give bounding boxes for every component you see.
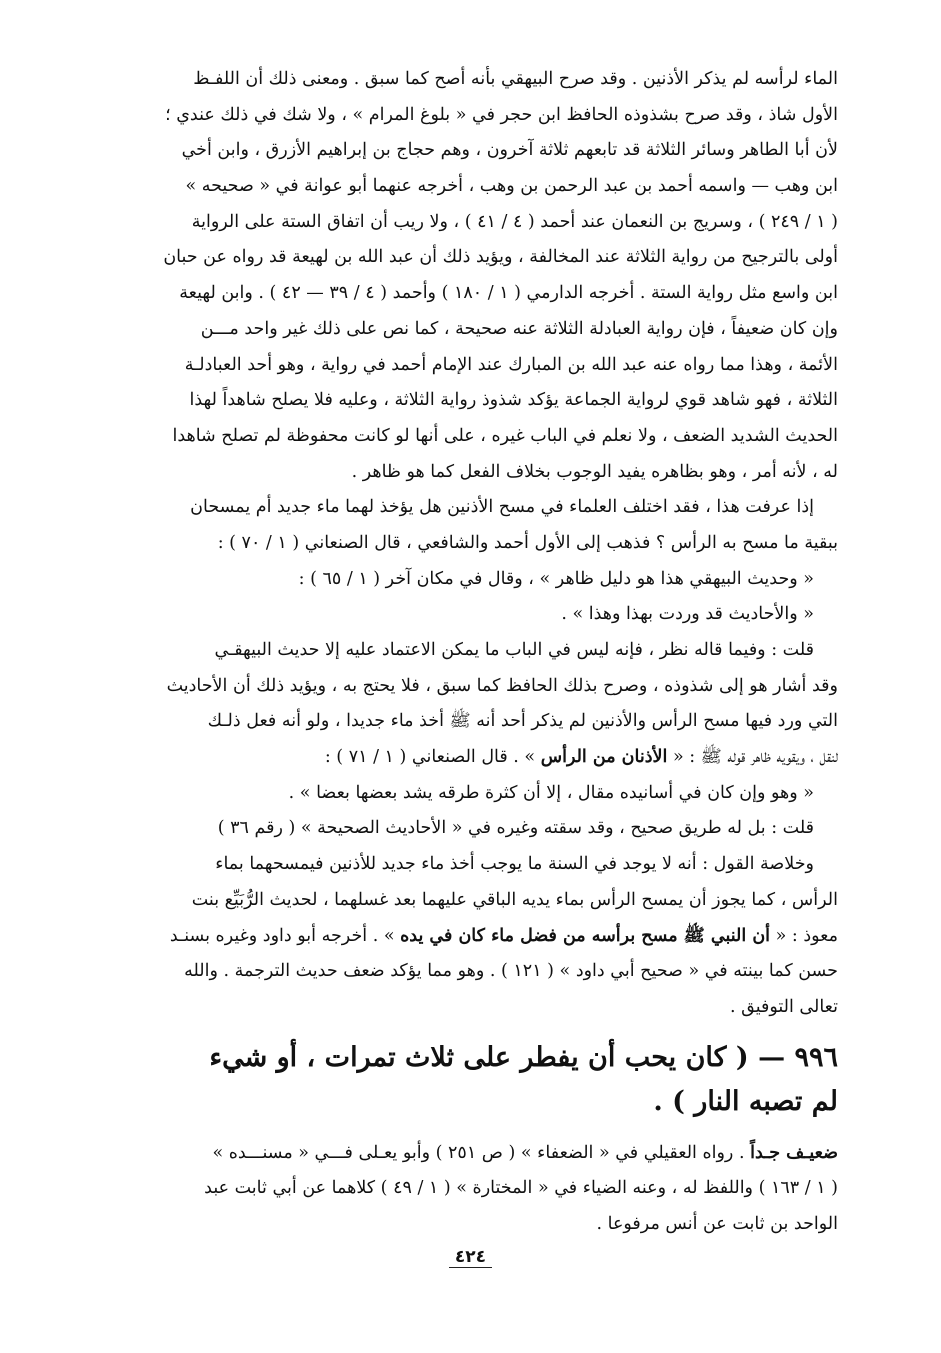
text-line: ( ١ / ١٦٣ ) واللفظ له ، وعنه الضياء في « المختارة » ( ١ / ٤٩ ) كلاهما عن أبي ثابت عبد: [204, 1178, 838, 1199]
heading-line: لم تصبه النار ) .: [653, 1085, 838, 1117]
heading-line: ٩٩٦ — ( كان يحب أن يفطر على ثلاث تمرات ، أو شيء: [209, 1041, 838, 1073]
text-fragment: لنقل ، ويقويه ظاهر قوله ﷺ : «: [667, 747, 838, 768]
text-fragment: » . قال الصنعاني ( ١ / ٧١ ) :: [324, 747, 541, 768]
text-line: التي ورد فيها مسح الرأس والأذنين لم يذكر أحد أنه ﷺ أخذ ماء جديدا ، ولو أنه فعل ذلـك: [207, 711, 838, 732]
text-line: إذا عرفت هذا ، فقد اختلف العلماء في مسح الأذنين هل يؤخذ لهما ماء جديد أم يمسحان: [190, 497, 814, 518]
paragraph-4: [78, 811, 838, 1025]
text-line: ابن وهب — واسمه أحمد بن عبد الرحمن بن وهب ، أخرجه عنهما أبو عوانة في « صحيحه »: [185, 176, 838, 197]
text-line: [78, 740, 838, 776]
text-line: الواحد بن ثابت عن أنس مرفوعا .: [596, 1213, 838, 1234]
text-line: وإن كان ضعيفاً ، فإن رواية العبادلة الثلاثة عنه صحيحة ، كما نص على ذلك غير واحد مـــن: [200, 318, 838, 339]
text-line: ( ١ / ٢٤٩ ) ، وسريج بن النعمان عند أحمد ( ٤ / ٤١ ) ، ولا ريب أن اتفاق الستة على الرواية: [191, 211, 838, 232]
text-line: [78, 919, 838, 955]
quote-line: « والأحاديث قد وردت بهذا وهذا » .: [561, 604, 814, 625]
paragraph-1: [78, 62, 838, 490]
text-fragment: معوذ : «: [770, 925, 838, 946]
text-line: وخلاصة القول : أنه لا يوجد في السنة ما يوجب أخذ ماء جديد للأذنين فيمسحهما بماء: [215, 854, 814, 875]
page-number-text: ٤٢٤: [449, 1247, 492, 1268]
text-line: قلت : وفيما قاله نظر ، فإنه ليس في الباب ما يمكن الاعتماد عليه إلا حديث البيهقـي: [214, 640, 814, 660]
text-line: قلت : بل له طريق صحيح ، وقد سقته وغيره في « الأحاديث الصحيحة » ( رقم ٣٦ ): [217, 818, 814, 839]
page-body: [78, 62, 838, 1243]
text-line: أولى بالترجيح من رواية الثلاثة عند المخالفة ، ويؤيد ذلك أن عبد الله بن لهيعة قد رواه عن حبان: [163, 247, 838, 268]
text-line: ابن واسع مثل رواية الستة . أخرجه الدارمي ( ١ / ١٨٠ ) وأحمد ( ٤ / ٣٩ — ٤٢ ) . وابن لهيعة: [179, 283, 838, 304]
text-line: الأول شاذ ، وقد صرح بشذوذه الحافظ ابن حجر في « بلوغ المرام » ، ولا شك في ذلك عندي ؛: [165, 104, 838, 125]
text-line: تعالى التوفيق .: [729, 996, 838, 1017]
text-line: لأن أبا الطاهر وسائر الثلاثة قد تابعهم ثلاثة آخرون ، وهم حجاج بن إبراهيم الأزرق ، وابن أخي: [181, 140, 838, 161]
text-line: له ، لأنه أمر ، وهو بظاهره يفيد الوجوب بخلاف الفعل كما هو ظاهر .: [351, 461, 838, 482]
hadith-heading: [78, 1036, 838, 1124]
text-line: الثلاثة ، فهو شاهد قوي لرواية الجماعة يؤكد شذوذ رواية الثلاثة ، وعليه فلا يصلح شاهداً لهذا: [189, 390, 838, 411]
page-number: [0, 1247, 941, 1268]
text-line: وقد أشار هو إلى شذوذه ، وصرح بذلك الحافظ كما سبق ، فلا يحتج به ، ويؤيد ذلك أن الأحاديث: [166, 675, 838, 696]
paragraph-2: [78, 490, 838, 633]
text-fragment: » . أخرجه أبو داود وغيره بسنـد: [169, 925, 401, 946]
text-line: الرأس ، كما يجوز أن يمسح الرأس بماء يديه الباقي عليهما بعد غسلهما ، لحديث الرُّبَيِّع بنت: [191, 889, 838, 910]
text-line: الحديث الشديد الضعف ، ولا نعلم في الباب غيره ، على أنها لو كانت محفوظة لم تصلح شاهدا: [172, 425, 838, 446]
quote-line: « وحديث البيهقي هذا هو دليل ظاهر » ، وقال في مكان آخر ( ١ / ٦٥ ) :: [298, 568, 814, 589]
text-fragment: . رواه العقيلي في « الضعفاء » ( ص ٢٥١ ) وأبو يعـلى فـــي « مسنـــده »: [212, 1142, 751, 1163]
text-line: الأئمة ، وهذا مما رواه عنه عبد الله بن المبارك عند الإمام أحمد في رواية ، وهو أحد العبادلـة: [184, 354, 838, 375]
hadith-quote: أن النبي ﷺ مسح برأسه من فضل ماء كان في يده: [400, 925, 771, 946]
quote-line: « وهو وإن كان في أسانيده مقال ، إلا أن كثرة طرقه يشد بعضها بعضا » .: [288, 782, 814, 803]
text-line: ببقية ما مسح به الرأس ؟ فذهب إلى الأول أحمد والشافعي ، قال الصنعاني ( ١ / ٧٠ ) :: [217, 532, 838, 553]
text-line: [78, 1136, 838, 1172]
text-line: الماء لرأسه لم يذكر الأذنين . وقد صرح البيهقي بأنه أصح كما سبق . ومعنى ذلك أن اللفـظ: [193, 69, 838, 89]
hadith-quote: الأذنان من الرأس: [540, 747, 668, 768]
grading-label: ضعيـف جـداً: [750, 1142, 838, 1163]
text-line: حسن كما بينته في « صحيح أبي داود » ( ١٢١ ) . وهو مما يؤكد ضعف حديث الترجمة . والله: [184, 961, 838, 982]
grading-paragraph: [78, 1136, 838, 1243]
paragraph-3: [78, 633, 838, 811]
